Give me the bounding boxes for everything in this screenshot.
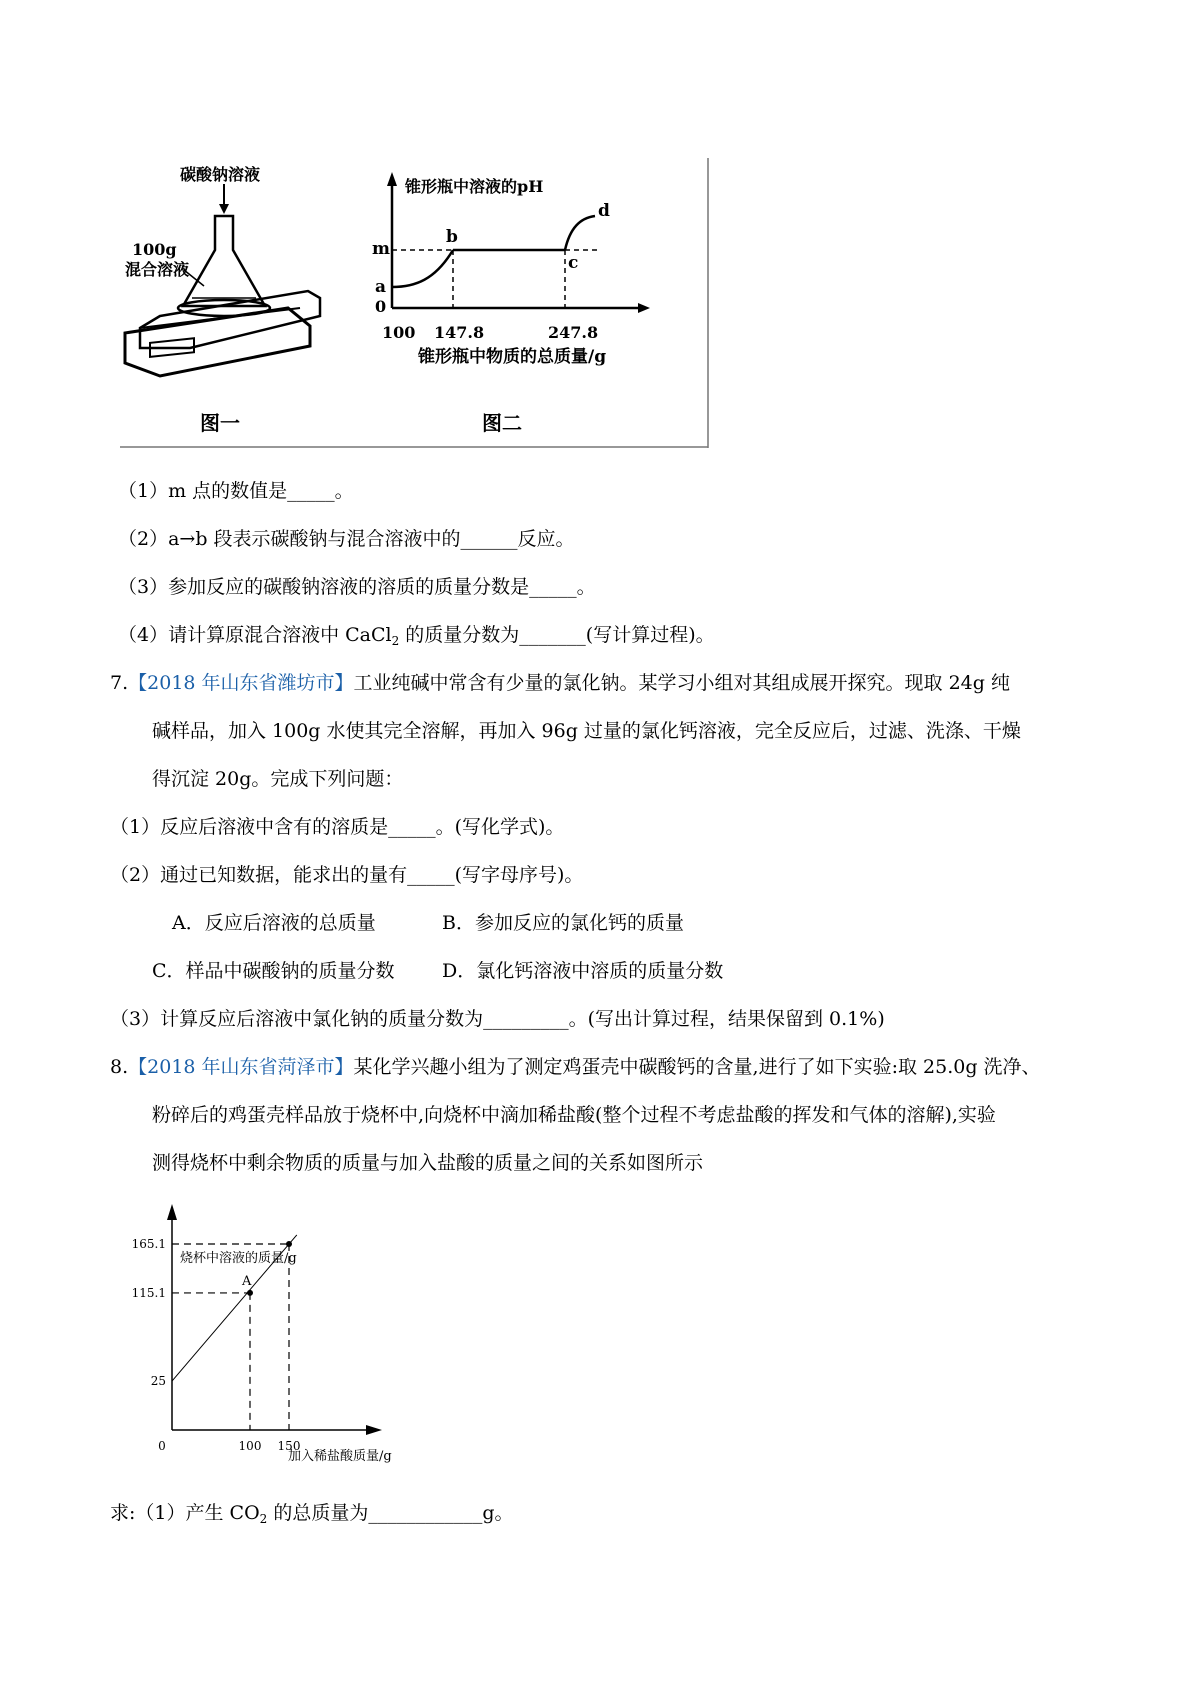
q8-stem-line-1 [110,1054,1041,1080]
q8-chart-y-tick: 25 [150,1374,166,1389]
q7-item-2: （2）通过已知数据，能求出的量有_____(写字母序号)。 [110,864,584,886]
figure2-y-a: a [375,277,387,297]
q8-chart-point [286,1241,292,1247]
q6-item-4-sub: 2 [391,634,400,648]
q7-line-1: 工业纯碱中常含有少量的氯化钠。某学习小组对其组成展开探究。现取 24g 纯 [353,672,1010,694]
q8-chart-marks [132,1235,301,1453]
q6-item-4 [118,622,715,654]
q7-option-c: C．样品中碳酸钠的质量分数 [152,960,395,982]
q8-number: 8. [110,1056,129,1078]
q8-chart-y-tick: 165.1 [131,1237,166,1252]
q7-option-b: B．参加反应的氯化钙的质量 [442,912,684,934]
q8-chart-x-tick: 150 [277,1439,301,1453]
figure2-x-1478: 147.8 [434,323,485,342]
q7-source-tag: 【2018 年山东省潍坊市】 [128,672,354,694]
figure2-point-c: c [568,253,579,273]
figure1-label-top: 碳酸钠溶液 [180,165,261,184]
q6-item-1: （1）m 点的数值是_____。 [118,480,354,502]
q6-item-4-post: 的质量分数为_______(写计算过程)。 [399,624,715,646]
figure1-caption: 图一 [200,411,240,435]
figure2-y-zero: 0 [375,297,387,316]
figure-panel [120,158,710,448]
figure2-x-100: 100 [382,323,416,342]
q8-ask-pre: 求:（1）产生 CO [110,1502,260,1524]
figure2-y-m: m [372,239,390,259]
q8-chart-xlabel: 加入稀盐酸质量/g [288,1449,392,1464]
q8-chart-y-tick: 115.1 [131,1285,166,1300]
q6-item-3: （3）参加反应的碳酸钠溶液的溶质的质量分数是_____。 [118,576,596,598]
q8-chart-svg [118,1200,428,1474]
q7-item-3: （3）计算反应后溶液中氯化钠的质量分数为_________。(写出计算过程，结果保留到 0.1%) [110,1008,885,1030]
q8-stem-line-3: 测得烧杯中剩余物质的质量与加入盐酸的质量之间的关系如图所示 [152,1152,704,1174]
figure2-point-d: d [598,201,610,221]
q7-stem-line-1 [110,670,1010,696]
q7-option-a: A．反应后溶液的总质量 [172,912,376,934]
figure1-label-mass: 100g [132,240,177,259]
q7-item-1: （1）反应后溶液中含有的溶质是_____。(写化学式)。 [110,816,565,838]
q8-chart-x-tick: 0 [158,1439,166,1453]
q8-ask-sub: 2 [259,1512,268,1526]
figure2-ph-graph [372,172,650,435]
q8-chart-x-tick: 100 [238,1439,262,1453]
q8-chart-point [247,1290,253,1296]
q6-item-2: （2）a→b 段表示碳酸钠与混合溶液中的______反应。 [118,528,575,550]
figure2-caption: 图二 [482,411,522,435]
q8-ask-post: 的总质量为____________g。 [267,1502,514,1524]
q8-ask-line [110,1500,514,1532]
figure1-apparatus [125,165,320,435]
q8-line-1: 某化学兴趣小组为了测定鸡蛋壳中碳酸钙的含量,进行了如下实验:取 25.0g 洗净、 [353,1056,1041,1078]
figure2-ylabel: 锥形瓶中溶液的pH [405,177,544,196]
q8-chart-ylabel: 烧杯中溶液的质量/g [180,1251,297,1266]
q8-chart [118,1200,428,1474]
q6-item-4-pre: （4）请计算原混合溶液中 CaCl [118,624,392,646]
q8-source-tag: 【2018 年山东省菏泽市】 [128,1056,354,1078]
figure2-point-b: b [446,227,458,247]
figure2-xlabel: 锥形瓶中物质的总质量/g [418,347,607,367]
figure-panel-svg [120,158,710,448]
q7-stem-line-2: 碱样品，加入 100g 水使其完全溶解，再加入 96g 过量的氯化钙溶液，完全反应后，过滤、洗涤、干燥 [152,720,1021,742]
q7-number: 7. [110,672,129,694]
q8-chart-point-label: A [242,1273,252,1289]
figure1-label-mixture: 混合溶液 [125,260,190,279]
q7-option-d: D．氯化钙溶液中溶质的质量分数 [442,960,724,982]
q8-stem-line-2: 粉碎后的鸡蛋壳样品放于烧杯中,向烧杯中滴加稀盐酸(整个过程不考虑盐酸的挥发和气体的溶解),实验 [152,1104,996,1126]
figure2-x-2478: 247.8 [548,323,599,342]
q7-stem-line-3: 得沉淀 20g。完成下列问题： [152,768,404,790]
